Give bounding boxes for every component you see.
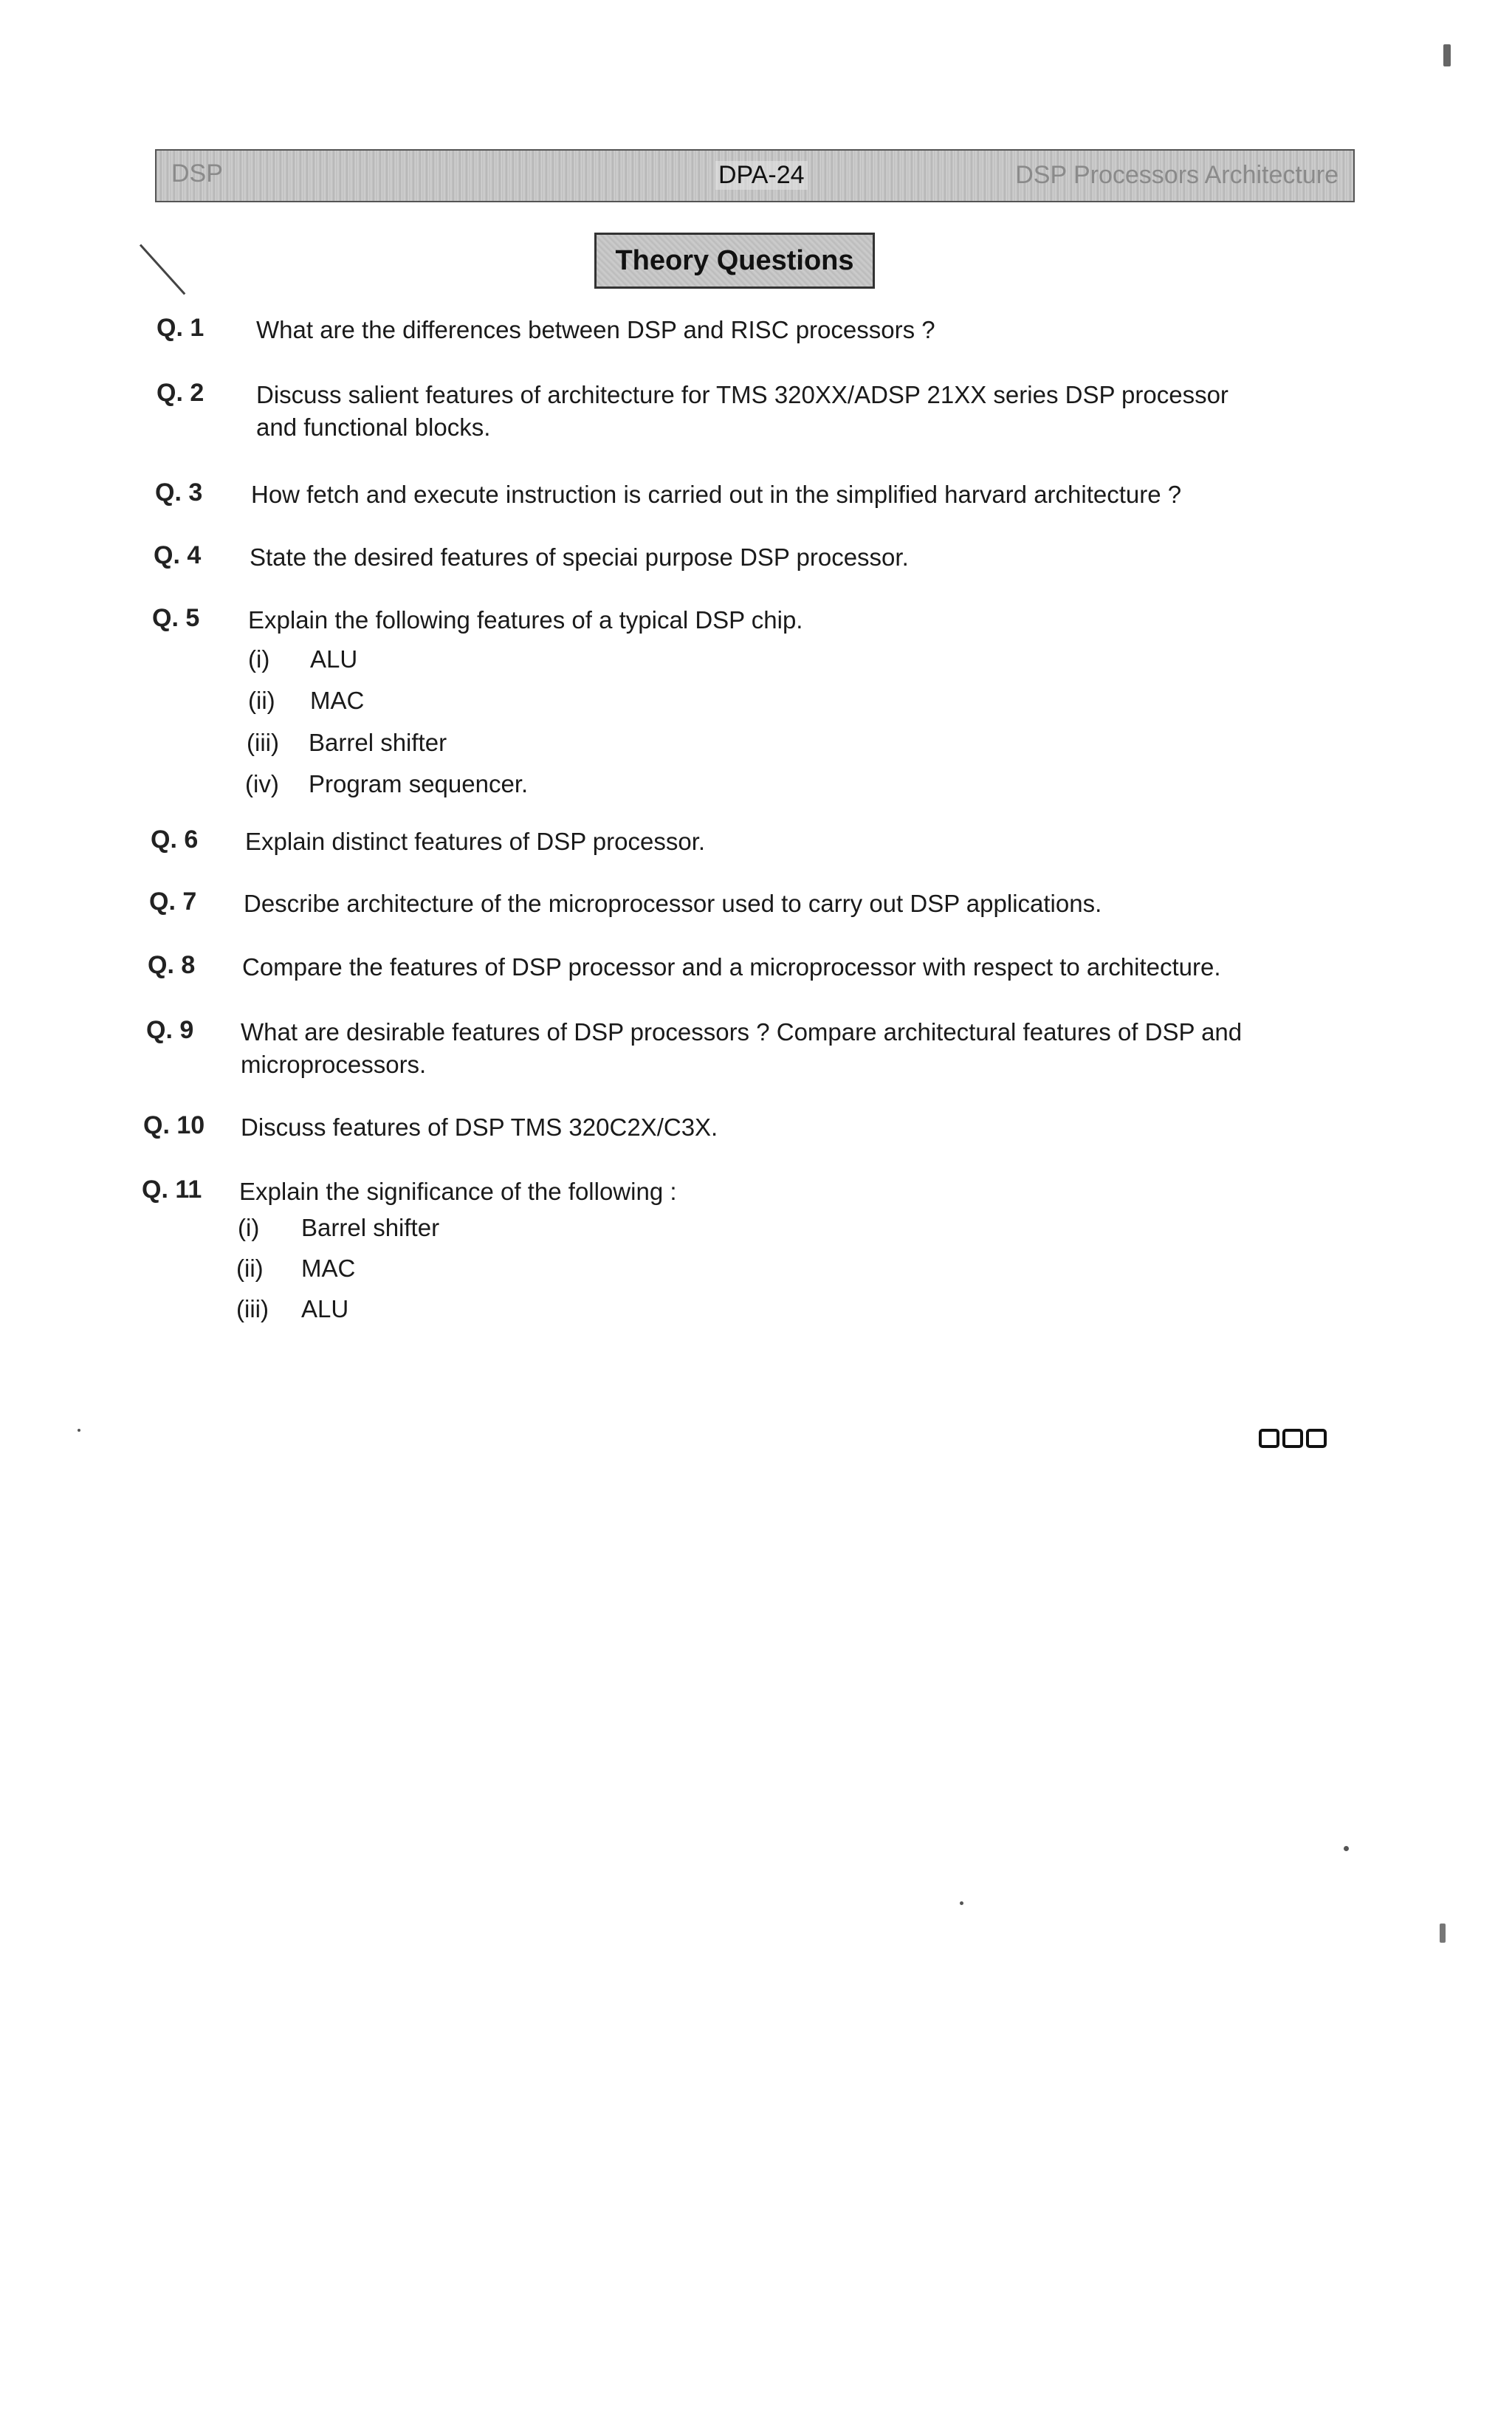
question-text-continued: microprocessors. — [241, 1051, 427, 1078]
list-item — [248, 645, 357, 673]
square-icon — [1282, 1429, 1303, 1448]
header-chapter-title: DSP Processors Architecture — [1015, 161, 1339, 189]
question-8 — [148, 951, 1221, 984]
list-item-text: Barrel shifter — [301, 1214, 440, 1241]
list-item-number: (ii) — [236, 1255, 264, 1282]
square-icon — [1306, 1429, 1327, 1448]
question-6 — [151, 826, 705, 858]
list-item-number: (iii) — [247, 729, 279, 756]
question-5 — [152, 604, 803, 636]
question-text: Describe architecture of the microprocessor used to carry out DSP applications. — [244, 890, 1102, 917]
question-text: What are the differences between DSP and RISC processors ? — [256, 316, 935, 343]
square-icon — [1259, 1429, 1279, 1448]
question-text: State the desired features of speciai purpose DSP processor. — [250, 543, 909, 571]
question-number: Q. 11 — [142, 1176, 202, 1204]
list-item-number: (iv) — [245, 770, 279, 797]
scan-speckle — [960, 1901, 963, 1905]
question-number: Q. 10 — [143, 1111, 205, 1139]
question-11 — [142, 1176, 677, 1208]
question-3 — [155, 478, 1181, 511]
list-item-text: MAC — [310, 687, 365, 714]
question-number: Q. 6 — [151, 826, 199, 854]
list-item-text: MAC — [301, 1255, 356, 1282]
list-item — [247, 729, 447, 757]
question-9 — [146, 1016, 1242, 1081]
list-item — [236, 1255, 355, 1283]
question-text: Compare the features of DSP processor and a microprocessor with respect to architecture. — [242, 953, 1221, 981]
question-text: Explain the following features of a typical DSP chip. — [248, 606, 803, 634]
list-item — [236, 1295, 348, 1323]
section-title: Theory Questions — [615, 244, 854, 276]
question-number: Q. 1 — [157, 314, 205, 342]
page-header — [155, 149, 1355, 202]
question-text: Explain distinct features of DSP processor. — [245, 828, 706, 855]
question-number: Q. 7 — [149, 888, 197, 916]
pen-mark — [140, 244, 185, 295]
question-number: Q. 8 — [148, 951, 196, 979]
question-text: How fetch and execute instruction is carried out in the simplified harvard architecture ? — [251, 481, 1182, 508]
question-number: Q. 2 — [157, 379, 205, 407]
scan-speckle — [78, 1429, 80, 1432]
question-7 — [149, 888, 1102, 920]
list-item-number: (i) — [248, 645, 270, 673]
header-page-code: DPA-24 — [715, 161, 808, 190]
list-item-text: Barrel shifter — [309, 729, 447, 756]
question-2 — [157, 379, 1228, 444]
question-number: Q. 9 — [146, 1016, 194, 1044]
header-subject: DSP — [171, 159, 223, 188]
list-item-text: ALU — [301, 1295, 349, 1322]
list-item — [238, 1214, 439, 1242]
scan-speckle — [1443, 44, 1451, 66]
question-1 — [157, 314, 935, 346]
end-of-section-mark — [1259, 1429, 1327, 1448]
question-number: Q. 3 — [155, 478, 203, 507]
scan-speckle — [1440, 1924, 1446, 1943]
question-text: Discuss salient features of architecture for TMS 320XX/ADSP 21XX series DSP processor — [256, 381, 1228, 408]
question-text: Explain the significance of the following : — [239, 1178, 677, 1205]
question-4 — [154, 541, 909, 574]
question-text: Discuss features of DSP TMS 320C2X/C3X. — [241, 1113, 718, 1141]
list-item-text: Program sequencer. — [309, 770, 529, 797]
question-number: Q. 5 — [152, 604, 200, 632]
question-text: What are desirable features of DSP processors ? Compare architectural features of DSP and — [241, 1018, 1243, 1046]
list-item-number: (i) — [238, 1214, 260, 1241]
section-heading-box — [594, 233, 875, 289]
list-item-number: (ii) — [248, 687, 275, 714]
question-10 — [143, 1111, 718, 1144]
question-number: Q. 4 — [154, 541, 202, 569]
list-item — [245, 770, 528, 798]
scan-speckle — [1344, 1846, 1349, 1851]
list-item-number: (iii) — [236, 1295, 269, 1322]
list-item — [248, 687, 364, 715]
question-text-continued: and functional blocks. — [256, 413, 491, 441]
list-item-text: ALU — [310, 645, 358, 673]
